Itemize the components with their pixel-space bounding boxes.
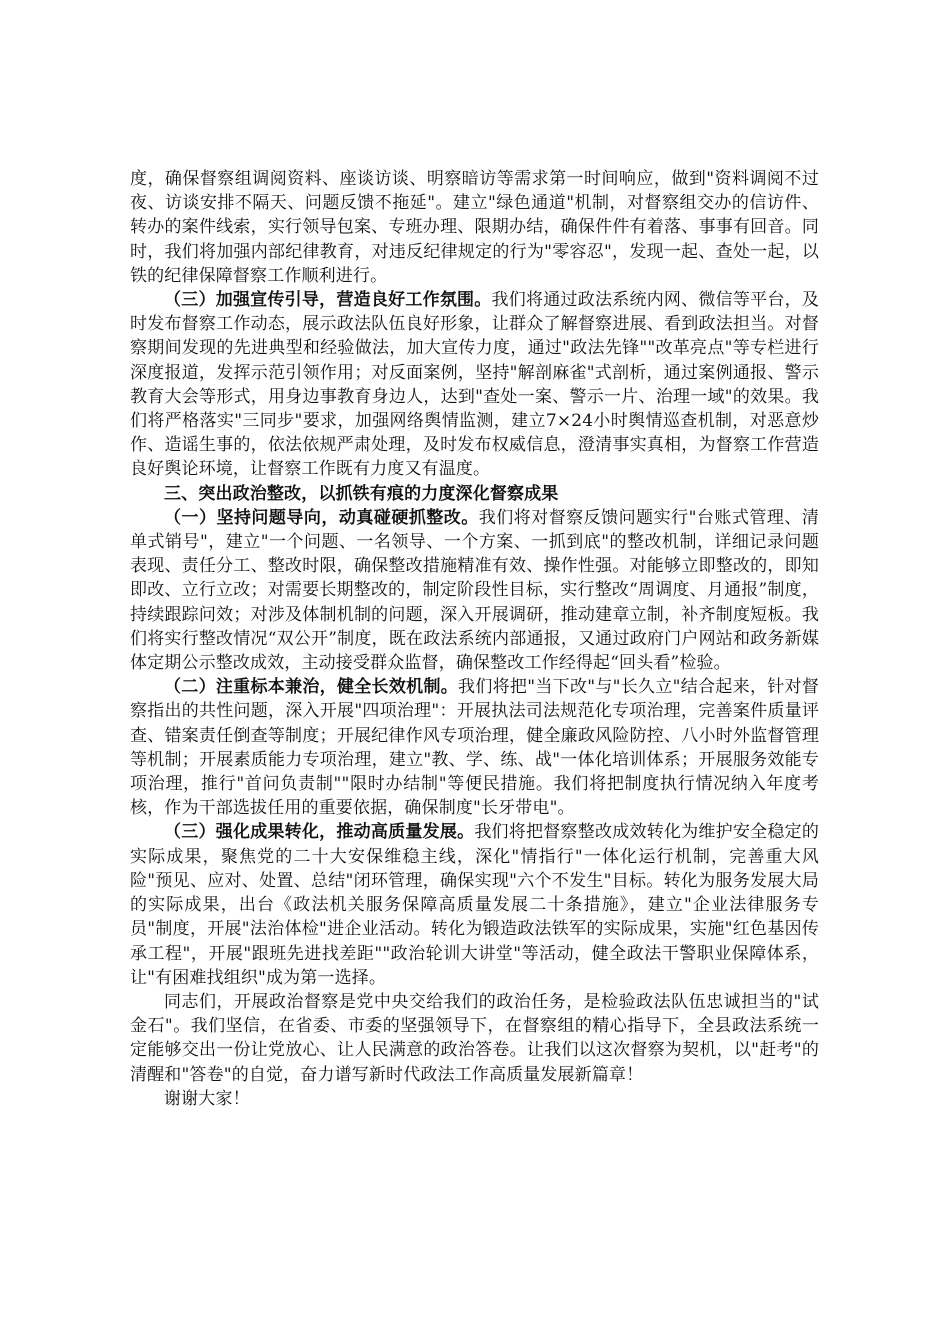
paragraph-publicity-body: 我们将通过政法系统内网、微信等平台，及时发布督察工作动态，展示政法队伍良好形象，让群众了解督察进展、看到政法担当。对督察期间发现的先进典型和经验做法，加大宣传力度，通过"政法先锋""改革亮点"等专栏进行深度报道，发挥示范引领作用；对反面案例，坚持"解剖麻雀"式剖析，通过案例通报、警示教育大会等形式，用身边事教育身边人，达到"查处一案、警示一片、治理一域"的效果。我们将严格落实"三同步"要求，加强网络舆情监测，建立7×24小时舆情巡查机制，对恶意炒作、造谣生事的，依法依规严肃处理，及时发布权威信息，澄清事实真相，为督察工作营造良好舆论环境，让督察工作既有力度又有温度。	[130, 290, 819, 480]
paragraph-problem-orientation-body: 我们将对督察反馈问题实行"台账式管理、清单式销号"，建立"一个问题、一名领导、一个方案、一抓到底"的整改机制，详细记录问题表现、责任分工、整改时限，确保整改措施精准有效、操作性强。对能够立即整改的，即知即改、立行立改；对需要长期整改的，制定阶段性目标，实行整改“周调度、月通报”制度，持续跟踪问效；对涉及体制机制的问题，深入开展调研，推动建章立制，补齐制度短板。我们将实行整改情况“双公开”制度，既在政法系统内部通报，又通过政府门户网站和政务新媒体定期公示整改成效，主动接受群众监督，确保整改工作经得起“回头看”检验。	[130, 507, 819, 674]
closing-thanks: 谢谢大家！	[164, 1088, 250, 1109]
section-heading-3: 三、突出政治整改，以抓铁有痕的力度深化督察成果	[164, 483, 559, 504]
subheading-results-transformation: （三）强化成果转化，推动高质量发展。	[164, 822, 475, 843]
paragraph-long-term-mechanism	[130, 675, 819, 820]
paragraph-problem-orientation	[130, 506, 819, 675]
paragraph-continued: 度，确保督察组调阅资料、座谈访谈、明察暗访等需求第一时间响应，做到"资料调阅不过夜、访谈安排不隔天、问题反馈不拖延"。建立"绿色通道"机制，对督察组交办的信访件、转办的案件线索，实行领导包案、专班办理、限期办结，确保件件有着落、事事有回音。同时，我们将加强内部纪律教育，对违反纪律规定的行为"零容忍"，发现一起、查处一起，以铁的纪律保障督察工作顺利进行。	[130, 169, 819, 286]
paragraph-publicity	[130, 288, 819, 482]
paragraph-results-transformation	[130, 820, 819, 989]
subheading-problem-orientation: （一）坚持问题导向，动真碰硬抓整改。	[164, 507, 479, 528]
paragraph-conclusion: 同志们，开展政治督察是党中央交给我们的政治任务，是检验政法队伍忠诚担当的"试金石"。我们坚信，在省委、市委的坚强领导下，在督察组的精心指导下，全县政法系统一定能够交出一份让党放心、让人民满意的政治答卷。让我们以这次督察为契机，以"赶考"的清醒和"答卷"的自觉，奋力谱写新时代政法工作高质量发展新篇章！	[130, 991, 819, 1085]
subheading-long-term-mechanism: （二）注重标本兼治，健全长效机制。	[164, 677, 459, 698]
subheading-publicity: （三）加强宣传引导，营造良好工作氛围。	[164, 290, 492, 311]
paragraph-results-transformation-body: 我们将把督察整改成效转化为维护安全稳定的实际成果，聚焦党的二十大安保维稳主线，深化"情指行"一体化运行机制，完善重大风险"预见、应对、处置、总结"闭环管理，确保实现"六个不发生"目标。转化为服务发展大局的实际成果，出台《政法机关服务保障高质量发展二十条措施》，建立"企业法律服务专员"制度，开展"法治体检"进企业活动。转化为锻造政法铁军的实际成果，实施"红色基因传承工程"，开展"跟班先进找差距""政治轮训大讲堂"等活动，健全政法干警职业保障体系，让"有困难找组织"成为第一选择。	[130, 822, 820, 988]
paragraph-long-term-mechanism-body: 我们将把"当下改"与"长久立"结合起来，针对督察指出的共性问题，深入开展"四项治理"：开展执法司法规范化专项治理，完善案件质量评查、错案责任倒查等制度；开展纪律作风专项治理，健全廉政风险防控、八小时外监督管理等机制；开展素质能力专项治理，建立"教、学、练、战"一体化培训体系；开展服务效能专项治理，推行"首问负责制""限时办结制"等便民措施。我们将把制度执行情况纳入年度考核，作为干部选拔任用的重要依据，确保制度"长牙带电"。	[130, 677, 819, 819]
